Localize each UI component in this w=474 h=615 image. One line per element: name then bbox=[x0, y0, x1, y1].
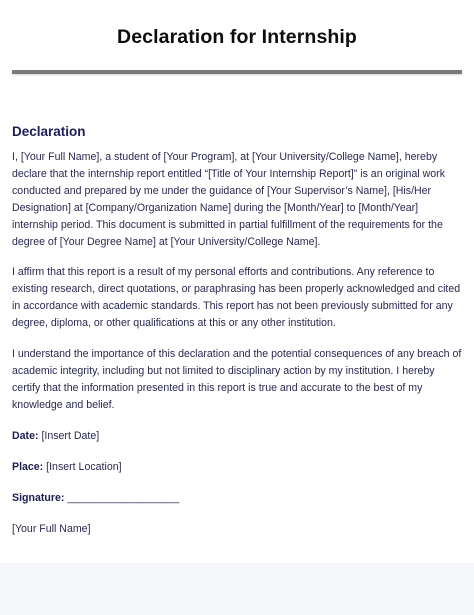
signature-label: Signature: bbox=[12, 492, 65, 504]
full-name-placeholder: [Your Full Name] bbox=[12, 523, 91, 535]
date-label: Date: bbox=[12, 430, 39, 442]
date-value: [Insert Date] bbox=[41, 430, 100, 442]
document-title: Declaration for Internship bbox=[117, 26, 357, 48]
footer-band bbox=[0, 563, 474, 615]
paragraph-certification: I understand the importance of this declaration and the potential consequences of any breach of academic integrity, including but not limited to disciplinary action by my institution. I hereby certify that the information presented in this report is true and accurate to the best of my knowledge and belief. bbox=[12, 348, 462, 411]
signature-field bbox=[12, 490, 179, 507]
place-label: Place: bbox=[12, 461, 44, 473]
section-heading: Declaration bbox=[12, 124, 86, 139]
signature-line: ___________________ bbox=[67, 492, 180, 504]
title-divider bbox=[12, 70, 462, 74]
place-field bbox=[12, 459, 122, 476]
paragraph-affirmation: I affirm that this report is a result of my personal efforts and contributions. Any reference to existing research, direct quotations, or paraphrasing has been properly acknowledged and cited in accordance with academic standards. This report has not been previously submitted for any degree, diploma, or other qualifications at this or any other institution. bbox=[12, 266, 461, 329]
place-value: [Insert Location] bbox=[46, 461, 122, 473]
date-field bbox=[12, 428, 99, 445]
paragraph-declaration: I, [Your Full Name], a student of [Your Program], at [Your University/College Name], hereby declare that the internship report entitled “[Title of Your Internship Report]” is an original work conducted and prepared by me under the guidance of [Your Supervisor’s Name], [His/Her Designation] at [Company/Organization Name] during the [Month/Year] to [Month/Year] internship period. This document is submitted in partial fulfillment of the requirements for the degree of [Your Degree Name] at [Your University/College Name]. bbox=[12, 151, 446, 248]
